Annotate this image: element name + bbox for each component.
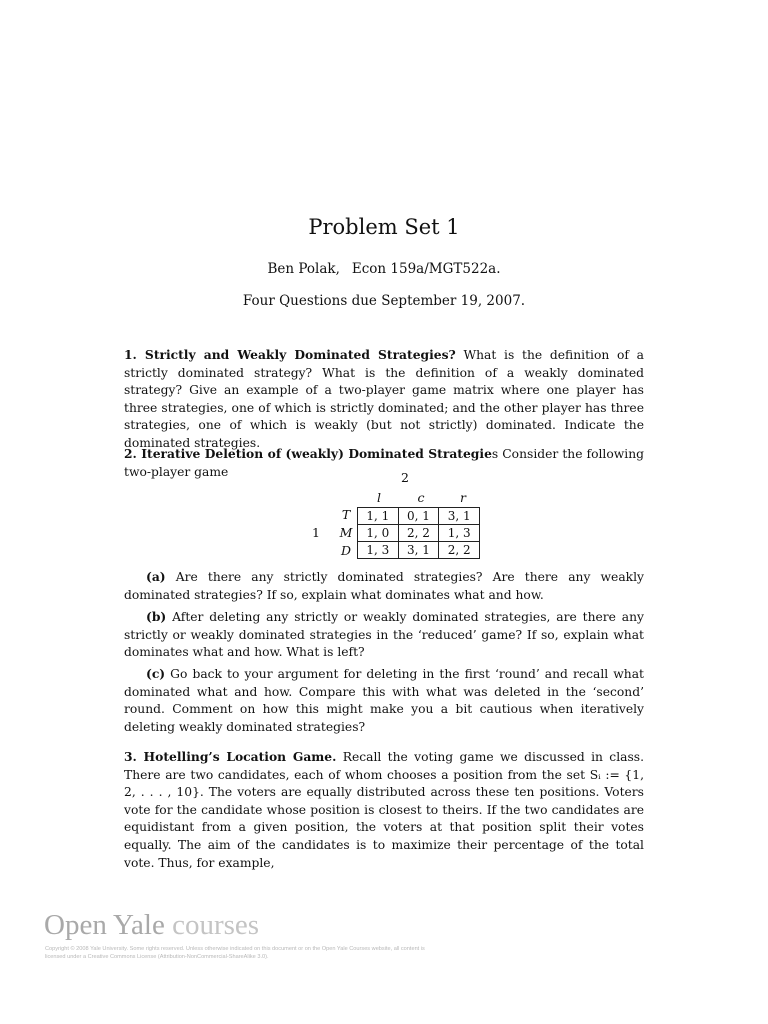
question-2b [124, 608, 644, 662]
question-2c [124, 665, 644, 736]
question-1-heading: 1. Strictly and Weakly Dominated Strategies? [124, 347, 456, 362]
player-1-label: 1 [312, 525, 320, 540]
payoff-cell: 3, 1 [439, 508, 480, 525]
payoff-cell: 3, 1 [398, 542, 439, 559]
payoff-row-T [358, 508, 480, 525]
question-3-body: Recall the voting game we discussed in class. There are two candidates, each of whom chooses a position from the set Sᵢ := {1, 2, . . . , 10}. The voters are equally distributed across these ten positions. Voters vote for the candidate whose position is closest to theirs. If the two candidates are equidistant from a given position, the voters at that position split their votes equally. The aim of the candidates is to maximize their percentage of the total vote. Thus, for example, [124, 750, 644, 870]
payoff-cell: 2, 2 [439, 542, 480, 559]
payoff-cell: 1, 3 [439, 525, 480, 542]
problem-set-title: Problem Set 1 [308, 215, 460, 239]
open-yale-courses-logo [44, 908, 259, 942]
payoff-cell: 1, 1 [358, 508, 399, 525]
game-matrix [300, 470, 480, 562]
payoff-table [357, 507, 480, 559]
payoff-cell: 2, 2 [398, 525, 439, 542]
question-1 [124, 346, 644, 453]
question-2a-label: (a) [146, 569, 166, 584]
payoff-cell: 1, 3 [358, 542, 399, 559]
row-label-M: M [339, 525, 353, 540]
due-date-line: Four Questions due September 19, 2007. [242, 293, 526, 309]
question-2a-text: Are there any strictly dominated strategies? Are there any weakly dominated strategies? If so, explain what dominates what and how. [124, 570, 644, 602]
column-label-c: c [417, 490, 425, 505]
payoff-row-M [358, 525, 480, 542]
question-2b-label: (b) [146, 609, 167, 624]
logo-open-yale-text: Open Yale [44, 909, 165, 941]
payoff-row-D [358, 542, 480, 559]
payoff-cell: 1, 0 [358, 525, 399, 542]
question-2-body: s Consider the following two-player game [124, 447, 644, 479]
copyright-notice: Copyright © 2008 Yale University. Some rights reserved. Unless otherwise indicated on this document or on the Open Yale Courses website, all content is licensed under a Creative Commons License (Attribution-NonCommercial-ShareAlike 3.0). [45, 946, 425, 960]
course-code: Econ 159a/MGT522a. [351, 261, 501, 277]
question-2b-text: After deleting any strictly or weakly dominated strategies, are there any strictly or weakly dominated strategies in the ‘reduced’ game? If so, explain what dominates what and how. What is left? [124, 610, 644, 660]
author-name: Ben Polak, [267, 261, 340, 277]
question-2c-label: (c) [146, 666, 166, 681]
question-3-heading: 3. Hotelling’s Location Game. [124, 749, 337, 764]
player-2-label: 2 [401, 470, 409, 485]
question-2c-text: Go back to your argument for deleting in the first ‘round’ and recall what dominated what and how. Compare this with what was deleted in the ‘second’ round. Comment on how this might make you a bit cautious when iteratively deleting weakly dominated strategies? [124, 667, 644, 734]
question-2a [124, 568, 644, 604]
author-line [0, 260, 768, 278]
column-label-l: l [377, 490, 381, 505]
row-label-T: T [341, 507, 351, 522]
column-label-r: r [460, 490, 466, 505]
question-3 [124, 748, 644, 872]
row-label-D: D [340, 543, 352, 558]
question-1-body: What is the definition of a strictly dominated strategy? What is the definition of a weakly dominated strategy? Give an example of a two-player game matrix where one player has three strategies, one of which is strictly dominated; and the other player has three strategies, one of which is weakly (but not strictly) dominated. Indicate the dominated strategies. [124, 348, 644, 450]
payoff-cell: 0, 1 [398, 508, 439, 525]
logo-courses-text: courses [172, 909, 260, 941]
question-2-heading: 2. Iterative Deletion of (weakly) Dominated Strategie [124, 446, 492, 461]
